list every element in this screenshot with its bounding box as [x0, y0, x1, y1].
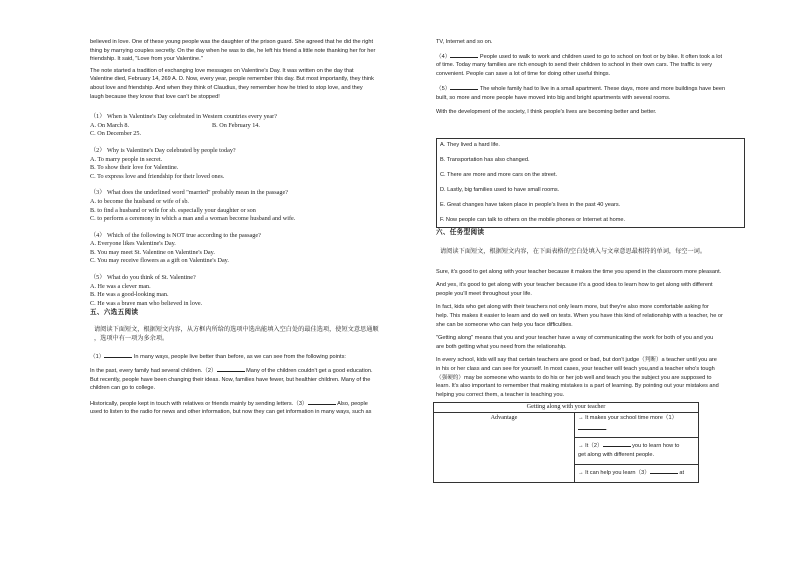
passage-line: Sure, it's good to get along with your teacher because it makes the time you spend in the classroom more pleasant. — [436, 268, 722, 275]
answer-blank[interactable] — [650, 467, 678, 474]
passage-paragraph: Historically, people kept in touch with relatives or friends mainly by sending letters.（3） Also, people — [90, 398, 420, 409]
option-b: B. On February 14. — [212, 121, 260, 129]
task-table — [433, 402, 699, 483]
passage-line: learn. It's also important to remember that making mistakes is a part of learning. By pointing out your mistakes and — [436, 383, 719, 390]
option-a: A. To marry people in secret. — [90, 155, 163, 163]
passage-line: But recently, people have been changing their ideas. Now, families have fewer, but healthier children. Many of the — [90, 376, 371, 383]
passage-line: people you'll meet throughout your life. — [436, 290, 532, 297]
option-a: A. On March 8. — [90, 121, 130, 129]
passage-line: children can go to college. — [90, 385, 155, 392]
table-items — [575, 412, 699, 482]
passage-paragraph: （5） The whole family had to live in a small apartment. These days, more and more buildings have been — [436, 83, 772, 94]
option-item: A. They lived a hard life. — [440, 142, 500, 149]
right-column — [436, 38, 772, 483]
option-item: C. There are more and more cars on the street. — [440, 172, 558, 179]
option-b: B. to find a husband or wife for sb. especially your daughter or son — [90, 206, 256, 214]
question-3 — [90, 189, 420, 223]
story-line: believed in love. One of these young people was the daughter of the prison guard. She agreed that he did the right — [90, 39, 373, 45]
question-stem: （3） What does the underlined word "married" probably mean in the passage? — [90, 189, 289, 197]
option-item: F. Now people can talk to others on the mobile phones or Internet at home. — [440, 217, 626, 224]
option-a: A. Everyone likes Valentine's Day. — [90, 240, 176, 248]
option-c: C. He was a brave man who believed in love. — [90, 299, 203, 307]
table-item: → It makes your school time more（1） . — [578, 414, 678, 432]
answer-blank[interactable] — [603, 440, 631, 447]
answer-blank[interactable] — [450, 83, 478, 90]
section-instructions: 请阅读下面短文，根据短文内容，从方框内所给的选项中选出能填入空白处的最佳选项，使短文意思通顺 — [94, 326, 379, 334]
story-line: Valentine died, February 14, 269 A. D. Now, every year, people remember this day. But most importantly, they think — [90, 76, 374, 83]
question-1 — [90, 113, 420, 139]
question-2 — [90, 147, 420, 181]
question-stem: （1） When is Valentine's Day celebrated in Western countries every year? — [90, 113, 277, 121]
option-b: B. You may meet St. Valentine on Valentine's Day. — [90, 248, 215, 256]
option-c: C. You may receive flowers as a gift on Valentine's Day. — [90, 257, 229, 265]
story-line: friendship. It said, "Love from your Valentine." — [90, 56, 203, 63]
question-stem: （5） What do you think of St. Valentine? — [90, 274, 196, 282]
passage-line: built, so more and more people have moved into big and bright apartments with several rooms. — [436, 94, 671, 101]
passage-line: of time. Today many families are rich enough to send their children to school in their own cars. The traffic is very — [436, 62, 713, 69]
passage-line: In every school, kids will say that certain teachers are good or bad, but don't judge（判断）a teacher until you are — [436, 357, 717, 364]
option-c: C. On December 25. — [90, 130, 142, 138]
section-instructions: 请阅读下面短文，根据短文内容，在下面表格的空白处填入与文章意思最相符的单词，每空一词。 — [440, 247, 707, 255]
passage-line: （强硬的）may be someone who wants to do his or her job well and teach you the subject you are supposed to — [436, 374, 712, 381]
passage-conclusion: With the development of the society, I think people's lives are becoming better and better. — [436, 108, 657, 115]
passage-line: help. This makes it easier to learn and do well on tests. When you have this kind of relationship with a teacher, he or — [436, 313, 723, 320]
option-b: B. To show their love for Valentine. — [90, 164, 179, 172]
story-line: The note started a tradition of exchanging love messages on Valentine's Day. It was written on the day that — [90, 67, 354, 74]
passage-line: In fact, kids who get along with their teachers not only learn more, but they're also more comfortable asking for — [436, 304, 709, 311]
section-instructions: ，选项中有一项为多余项。 — [94, 335, 169, 343]
section-title: 六、任务型阅读 — [436, 228, 485, 236]
section-title: 五、六选五阅读 — [90, 309, 139, 317]
passage-paragraph: （4） People used to walk to work and children used to go to school on foot or by bike. It often took a lot — [436, 51, 772, 62]
question-stem: （4） Which of the following is NOT true according to the passage? — [90, 231, 261, 239]
passage-line: TV, Internet and so on. — [436, 39, 493, 45]
story-line: thing by marrying couples secretly. On the day when he was to die, he left his friend a little note thanking her for her — [90, 47, 376, 54]
passage-paragraph: In the past, every family had several children.（2） Many of the children couldn't get a good education. — [90, 365, 420, 376]
table-item: → It（2） you to learn how to get along with different people. — [575, 437, 698, 465]
passage-line: And yes, it's good to get along with your teacher because it's a good idea to learn how to get along with different — [436, 282, 713, 289]
question-stem: （2） Why is Valentine's Day celebrated by people today? — [90, 146, 236, 154]
option-b: B. He was a good-looking man. — [90, 291, 169, 299]
option-a: A. to become the husband or wife of sb. — [90, 197, 189, 205]
story-line: laugh because they know that love can't be stopped! — [90, 93, 220, 100]
option-c: C. To express love and friendship for their loved ones. — [90, 172, 225, 180]
option-item: D. Lastly, big families used to have small rooms. — [440, 187, 560, 194]
table-caption: Getting along with your teacher — [434, 403, 699, 413]
passage-line: helping you correct them, a teacher is teaching you. — [436, 391, 565, 398]
passage-line: convenient. People can save a lot of time for doing other useful things. — [436, 70, 611, 77]
left-column — [90, 38, 420, 417]
option-item: E. Great changes have taken place in people's lives in the past 40 years. — [440, 202, 621, 209]
option-item: B. Transportation has also changed. — [440, 157, 530, 164]
options-box — [436, 138, 745, 228]
question-5 — [90, 274, 420, 308]
story-line: about love and friendship. And when they think of Claudius, they remember how he tried to stop love, and they — [90, 84, 363, 91]
answer-blank[interactable] — [104, 351, 132, 358]
option-a: A. He was a clever man. — [90, 282, 151, 290]
passage-line: "Getting along" means that you and your teacher have a way of communicating the work for both of you and you — [436, 335, 714, 342]
passage-line: in his or her class and can see for yourself. In most cases, your teacher will teach you,and a teacher who's tough — [436, 366, 715, 373]
question-4 — [90, 232, 420, 266]
answer-blank[interactable] — [217, 365, 245, 372]
passage-line: she can be someone who can help you face difficulties. — [436, 321, 573, 328]
answer-blank[interactable] — [308, 398, 336, 405]
answer-blank[interactable] — [450, 51, 478, 58]
passage-paragraph: （1） In many ways, people live better than before, as we can see from the following points: — [90, 351, 420, 362]
passage-line: used to listen to the radio for news and other information, but now they can get information in many ways, such as — [90, 409, 372, 416]
table-label: Advantage — [434, 412, 575, 482]
passage-line: are both getting what you need from the relationship. — [436, 343, 567, 350]
table-item: → It can help you learn（3） at — [578, 465, 695, 482]
answer-blank[interactable] — [578, 423, 606, 430]
option-c: C. to perform a ceremony in which a man and a woman become husband and wife. — [90, 215, 296, 223]
